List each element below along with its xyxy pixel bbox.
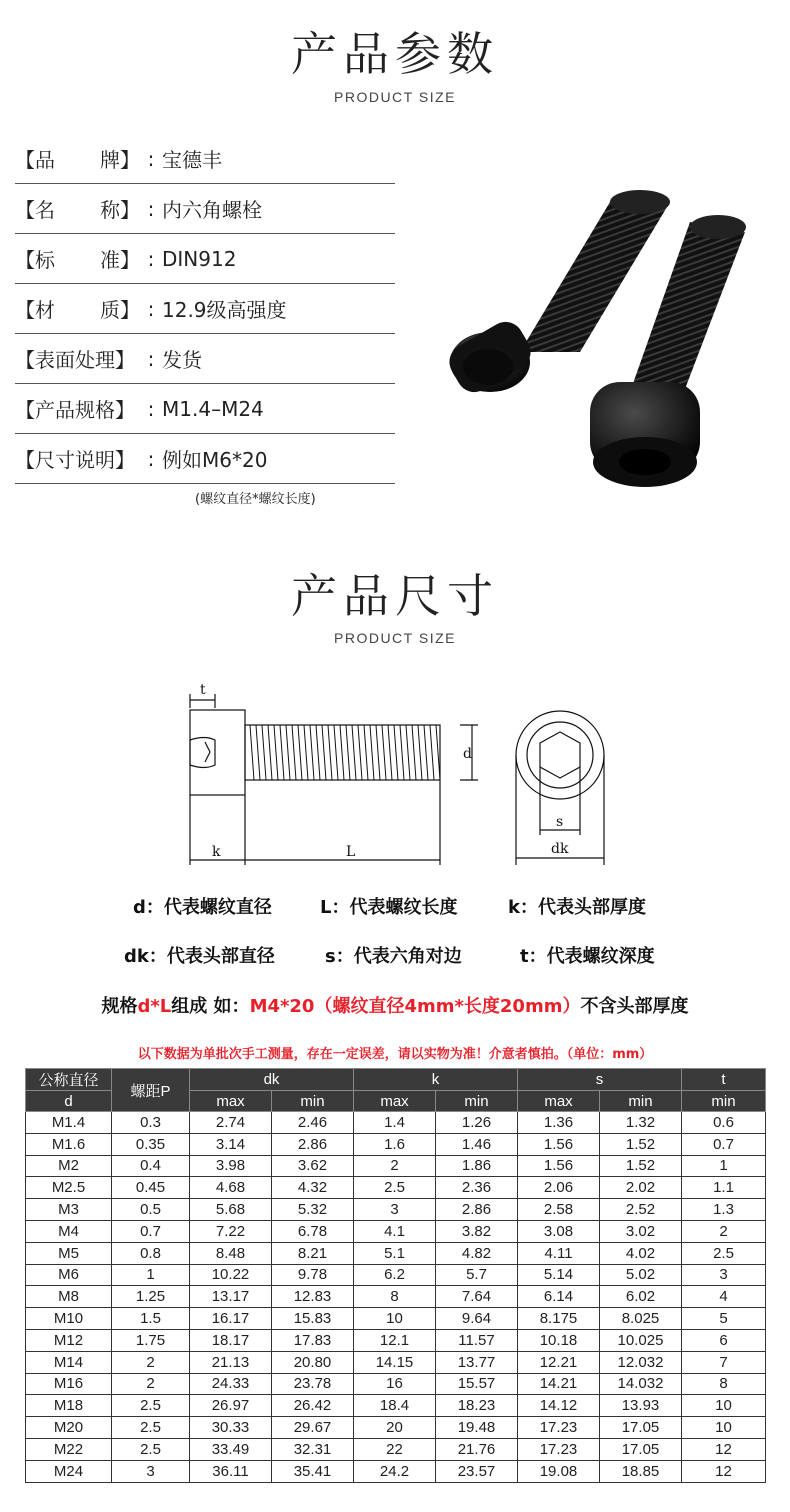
table-cell: 36.11 — [190, 1460, 272, 1482]
spec-line-part5: 不含头部厚度 — [580, 996, 689, 1017]
thread-line — [250, 725, 254, 780]
table-cell: M24 — [26, 1460, 112, 1482]
table-cell: 1.4 — [354, 1112, 436, 1134]
table-cell: 18.23 — [436, 1395, 518, 1417]
table-cell: 1.5 — [112, 1308, 190, 1330]
param-label — [15, 294, 140, 323]
param-colon: : — [147, 446, 155, 471]
drawing-label-L: L — [346, 844, 356, 860]
legend-d: d：代表螺纹直径 — [133, 897, 272, 918]
header-s-min: min — [600, 1091, 682, 1112]
table-cell: 3.82 — [436, 1220, 518, 1242]
table-cell: 2 — [354, 1155, 436, 1177]
table-cell: 13.93 — [600, 1395, 682, 1417]
param-colon: : — [147, 246, 155, 271]
table-cell: 1 — [682, 1155, 766, 1177]
thread-line — [262, 725, 266, 780]
table-cell: 32.31 — [272, 1438, 354, 1460]
table-cell: 4.68 — [190, 1177, 272, 1199]
table-row — [26, 1438, 766, 1460]
header-pitch: 螺距P — [112, 1069, 190, 1112]
table-cell: 6 — [682, 1329, 766, 1351]
table-cell: 13.17 — [190, 1286, 272, 1308]
table-cell: 1.36 — [518, 1112, 600, 1134]
param-colon: : — [147, 196, 155, 221]
header-k-min: min — [436, 1091, 518, 1112]
table-cell: 2.5 — [112, 1417, 190, 1439]
table-row — [26, 1460, 766, 1482]
table-cell: 20 — [354, 1417, 436, 1439]
table-row — [26, 1133, 766, 1155]
thread-line — [418, 725, 422, 780]
table-cell: 24.33 — [190, 1373, 272, 1395]
table-cell: M10 — [26, 1308, 112, 1330]
section-subtitle-size: PRODUCT SIZE — [334, 630, 456, 646]
table-cell: 23.57 — [436, 1460, 518, 1482]
section-subtitle-params: PRODUCT SIZE — [334, 89, 456, 105]
table-cell: 6.02 — [600, 1286, 682, 1308]
thread-line — [412, 725, 416, 780]
thread-line — [424, 725, 428, 780]
table-cell: 10 — [682, 1395, 766, 1417]
thread-line — [376, 725, 380, 780]
drawing-label-s: s — [556, 814, 564, 830]
thread-line — [382, 725, 386, 780]
param-label-left: 【尺寸说明】 — [15, 448, 135, 472]
thread-line — [322, 725, 326, 780]
thread-line — [310, 725, 314, 780]
param-value: M1.4–M24 — [162, 396, 264, 421]
param-label-left: 【产品规格】 — [15, 398, 135, 422]
thread-line — [400, 725, 404, 780]
table-cell: 8.025 — [600, 1308, 682, 1330]
table-row — [26, 1395, 766, 1417]
thread-line — [394, 725, 398, 780]
drawing-label-t: t — [200, 682, 206, 698]
param-colon: : — [147, 296, 155, 321]
param-label-right: 牌】 — [100, 148, 140, 172]
thread-line — [436, 725, 440, 780]
param-label-left: 【标 — [15, 248, 55, 272]
table-cell: 10.18 — [518, 1329, 600, 1351]
param-label — [15, 344, 140, 373]
drawing-head-side — [190, 710, 245, 795]
table-cell: 3 — [112, 1460, 190, 1482]
table-cell: 4.32 — [272, 1177, 354, 1199]
table-cell: 0.45 — [112, 1177, 190, 1199]
param-value: 内六角螺栓 — [162, 198, 262, 222]
spec-line-part2: d*L — [137, 996, 172, 1017]
table-cell: 2.58 — [518, 1199, 600, 1221]
table-cell: 1.56 — [518, 1133, 600, 1155]
table-cell: 3.98 — [190, 1155, 272, 1177]
legend-L: L：代表螺纹长度 — [320, 897, 458, 918]
table-cell: 1.46 — [436, 1133, 518, 1155]
thread-line — [298, 725, 302, 780]
thread-line — [292, 725, 296, 780]
table-cell: 0.8 — [112, 1242, 190, 1264]
thread-line — [334, 725, 338, 780]
table-cell: 10 — [354, 1308, 436, 1330]
table-row — [26, 1329, 766, 1351]
drawing-label-d: d — [463, 746, 472, 762]
table-cell: 8.48 — [190, 1242, 272, 1264]
table-row — [26, 1417, 766, 1439]
table-cell: 3.14 — [190, 1133, 272, 1155]
param-label-left: 【材 — [15, 298, 55, 322]
header-t-min: min — [682, 1091, 766, 1112]
drawing-label-k: k — [212, 844, 221, 860]
thread-line — [388, 725, 392, 780]
param-row — [15, 184, 395, 234]
table-cell: 5.32 — [272, 1199, 354, 1221]
table-cell: 0.3 — [112, 1112, 190, 1134]
table-cell: 12 — [682, 1438, 766, 1460]
header-nominal: 公称直径 — [26, 1069, 112, 1091]
table-cell: M5 — [26, 1242, 112, 1264]
table-cell: 19.48 — [436, 1417, 518, 1439]
table-cell: 15.83 — [272, 1308, 354, 1330]
table-row — [26, 1177, 766, 1199]
table-cell: 2.02 — [600, 1177, 682, 1199]
table-cell: 17.05 — [600, 1438, 682, 1460]
table-cell: 1 — [112, 1264, 190, 1286]
param-label-right: 称】 — [100, 198, 140, 222]
table-cell: 14.15 — [354, 1351, 436, 1373]
table-cell: 7.22 — [190, 1220, 272, 1242]
table-cell: 2.5 — [112, 1395, 190, 1417]
param-value: 发货 — [162, 348, 202, 372]
section-title-size: 产品尺寸 — [291, 569, 499, 623]
table-cell: M12 — [26, 1329, 112, 1351]
table-cell: 14.21 — [518, 1373, 600, 1395]
table-cell: 1.26 — [436, 1112, 518, 1134]
param-value: 宝德丰 — [162, 148, 222, 172]
table-cell: 8 — [354, 1286, 436, 1308]
table-cell: 12 — [682, 1460, 766, 1482]
table-cell: 5.68 — [190, 1199, 272, 1221]
table-cell: 29.67 — [272, 1417, 354, 1439]
table-row — [26, 1199, 766, 1221]
table-cell: 35.41 — [272, 1460, 354, 1482]
table-cell: 1.3 — [682, 1199, 766, 1221]
table-cell: M8 — [26, 1286, 112, 1308]
table-cell: M22 — [26, 1438, 112, 1460]
legend-s: s：代表六角对边 — [325, 946, 462, 967]
table-cell: 24.2 — [354, 1460, 436, 1482]
table-cell: 4 — [682, 1286, 766, 1308]
table-cell: 2.5 — [112, 1438, 190, 1460]
table-cell: M6 — [26, 1264, 112, 1286]
header-dk: dk — [190, 1069, 354, 1091]
table-cell: 3 — [682, 1264, 766, 1286]
bolt-product-image — [440, 182, 760, 502]
table-cell: 20.80 — [272, 1351, 354, 1373]
table-cell: 6.14 — [518, 1286, 600, 1308]
table-cell: 0.35 — [112, 1133, 190, 1155]
table-cell: 17.23 — [518, 1417, 600, 1439]
table-cell: 4.02 — [600, 1242, 682, 1264]
table-cell: 18.85 — [600, 1460, 682, 1482]
table-row — [26, 1242, 766, 1264]
param-label — [15, 444, 140, 473]
table-cell: 12.21 — [518, 1351, 600, 1373]
table-cell: 1.56 — [518, 1155, 600, 1177]
table-cell: M18 — [26, 1395, 112, 1417]
thread-line — [358, 725, 362, 780]
param-label-left: 【品 — [15, 148, 55, 172]
spec-line-part4: M4*20（螺纹直径4mm*长度20mm） — [249, 996, 581, 1017]
thread-line — [406, 725, 410, 780]
table-cell: 5.7 — [436, 1264, 518, 1286]
table-cell: 6.78 — [272, 1220, 354, 1242]
measurement-notice: 以下数据为单批次手工测量，存在一定误差，请以实物为准！介意者慎拍。（单位：mm） — [137, 1047, 653, 1062]
table-row — [26, 1112, 766, 1134]
param-label — [15, 144, 140, 173]
table-cell: 17.23 — [518, 1438, 600, 1460]
table-cell: 16 — [354, 1373, 436, 1395]
table-cell: 2.74 — [190, 1112, 272, 1134]
table-cell: 14.12 — [518, 1395, 600, 1417]
param-label — [15, 394, 140, 423]
thread-line — [274, 725, 278, 780]
table-cell: 1.75 — [112, 1329, 190, 1351]
section-title-params: 产品参数 — [291, 27, 499, 81]
table-cell: 8.21 — [272, 1242, 354, 1264]
table-cell: 4.11 — [518, 1242, 600, 1264]
table-cell: 3.62 — [272, 1155, 354, 1177]
drawing-head-end — [516, 711, 604, 799]
param-colon: : — [147, 146, 155, 171]
thread-line — [430, 725, 434, 780]
table-cell: 1.6 — [354, 1133, 436, 1155]
param-label-left: 【名 — [15, 198, 55, 222]
table-cell: 26.97 — [190, 1395, 272, 1417]
table-cell: 19.08 — [518, 1460, 600, 1482]
table-cell: 7 — [682, 1351, 766, 1373]
table-cell: 1.32 — [600, 1112, 682, 1134]
header-k: k — [354, 1069, 518, 1091]
table-cell: 0.4 — [112, 1155, 190, 1177]
table-cell: 4.82 — [436, 1242, 518, 1264]
table-cell: 2 — [682, 1220, 766, 1242]
table-cell: 15.57 — [436, 1373, 518, 1395]
table-row — [26, 1373, 766, 1395]
table-cell: 3.08 — [518, 1220, 600, 1242]
table-cell: 2.5 — [682, 1242, 766, 1264]
thread-line — [280, 725, 284, 780]
thread-line — [340, 725, 344, 780]
table-cell: 2.52 — [600, 1199, 682, 1221]
table-cell: 1.52 — [600, 1133, 682, 1155]
param-colon: : — [147, 396, 155, 421]
legend-k: k：代表头部厚度 — [508, 897, 646, 918]
table-cell: M20 — [26, 1417, 112, 1439]
header-s: s — [518, 1069, 682, 1091]
spec-example-line — [0, 992, 790, 1018]
table-cell: 5.1 — [354, 1242, 436, 1264]
table-cell: 0.7 — [682, 1133, 766, 1155]
table-row — [26, 1308, 766, 1330]
table-cell: 14.032 — [600, 1373, 682, 1395]
table-cell: 18.4 — [354, 1395, 436, 1417]
table-cell: 26.42 — [272, 1395, 354, 1417]
table-cell: 1.25 — [112, 1286, 190, 1308]
table-cell: 2 — [112, 1373, 190, 1395]
table-cell: 2.36 — [436, 1177, 518, 1199]
param-row — [15, 384, 395, 434]
table-cell: 30.33 — [190, 1417, 272, 1439]
param-value: 12.9级高强度 — [162, 298, 287, 322]
param-label — [15, 244, 140, 273]
param-value: 例如M6*20 — [162, 448, 268, 472]
table-cell: 3.02 — [600, 1220, 682, 1242]
spec-table — [25, 1068, 766, 1483]
param-row — [15, 334, 395, 384]
table-cell: 17.83 — [272, 1329, 354, 1351]
table-cell: 33.49 — [190, 1438, 272, 1460]
table-cell: 2 — [112, 1351, 190, 1373]
table-cell: 21.13 — [190, 1351, 272, 1373]
table-cell: 9.78 — [272, 1264, 354, 1286]
table-cell: 0.5 — [112, 1199, 190, 1221]
table-cell: 2.46 — [272, 1112, 354, 1134]
spec-line-part1: 规格 — [101, 996, 138, 1017]
table-row — [26, 1220, 766, 1242]
table-row — [26, 1351, 766, 1373]
header-k-max: max — [354, 1091, 436, 1112]
table-cell: 16.17 — [190, 1308, 272, 1330]
table-cell: 18.17 — [190, 1329, 272, 1351]
params-note: (螺纹直径*螺纹长度) — [195, 492, 316, 507]
table-cell: 22 — [354, 1438, 436, 1460]
table-cell: M3 — [26, 1199, 112, 1221]
thread-line — [268, 725, 272, 780]
table-cell: M1.6 — [26, 1133, 112, 1155]
legend-t: t：代表螺纹深度 — [520, 946, 655, 967]
table-cell: 2.86 — [436, 1199, 518, 1221]
table-cell: 1.52 — [600, 1155, 682, 1177]
bolt-technical-drawing — [170, 680, 620, 870]
table-cell: M1.4 — [26, 1112, 112, 1134]
header-dk-max: max — [190, 1091, 272, 1112]
table-cell: 7.64 — [436, 1286, 518, 1308]
params-list — [15, 134, 395, 484]
table-row — [26, 1286, 766, 1308]
table-cell: 10.025 — [600, 1329, 682, 1351]
table-cell: 5.02 — [600, 1264, 682, 1286]
header-t: t — [682, 1069, 766, 1091]
drawing-label-dk: dk — [551, 841, 569, 857]
header-s-max: max — [518, 1091, 600, 1112]
table-cell: 10.22 — [190, 1264, 272, 1286]
thread-line — [304, 725, 308, 780]
spec-line-part3: 组成 如： — [171, 996, 250, 1017]
table-cell: 2.5 — [354, 1177, 436, 1199]
thread-line — [370, 725, 374, 780]
table-cell: 2.06 — [518, 1177, 600, 1199]
table-cell: 9.64 — [436, 1308, 518, 1330]
table-cell: 0.7 — [112, 1220, 190, 1242]
table-cell: 8.175 — [518, 1308, 600, 1330]
table-cell: 6.2 — [354, 1264, 436, 1286]
header-dk-min: min — [272, 1091, 354, 1112]
header-d: d — [26, 1091, 112, 1112]
table-cell: M2.5 — [26, 1177, 112, 1199]
table-cell: M14 — [26, 1351, 112, 1373]
table-cell: 17.05 — [600, 1417, 682, 1439]
legend-dk: dk：代表头部直径 — [124, 946, 275, 967]
table-cell: M16 — [26, 1373, 112, 1395]
param-label — [15, 194, 140, 223]
table-cell: M2 — [26, 1155, 112, 1177]
bolt-back — [443, 190, 670, 399]
thread-line — [256, 725, 260, 780]
table-cell: 5 — [682, 1308, 766, 1330]
table-cell: M4 — [26, 1220, 112, 1242]
thread-line — [328, 725, 332, 780]
param-row — [15, 434, 395, 484]
table-cell: 23.78 — [272, 1373, 354, 1395]
thread-line — [364, 725, 368, 780]
thread-line — [316, 725, 320, 780]
param-row — [15, 284, 395, 334]
table-cell: 21.76 — [436, 1438, 518, 1460]
param-label-right: 质】 — [100, 298, 140, 322]
table-cell: 1.1 — [682, 1177, 766, 1199]
table-cell: 12.032 — [600, 1351, 682, 1373]
param-colon: : — [147, 346, 155, 371]
param-row — [15, 134, 395, 184]
param-value: DIN912 — [162, 246, 237, 271]
table-cell: 3 — [354, 1199, 436, 1221]
param-label-left: 【表面处理】 — [15, 348, 135, 372]
param-row — [15, 234, 395, 284]
table-cell: 12.83 — [272, 1286, 354, 1308]
table-cell: 8 — [682, 1373, 766, 1395]
table-cell: 12.1 — [354, 1329, 436, 1351]
table-cell: 13.77 — [436, 1351, 518, 1373]
thread-line — [346, 725, 350, 780]
table-cell: 1.86 — [436, 1155, 518, 1177]
table-row — [26, 1264, 766, 1286]
table-cell: 11.57 — [436, 1329, 518, 1351]
table-cell: 10 — [682, 1417, 766, 1439]
table-cell: 5.14 — [518, 1264, 600, 1286]
table-cell: 2.86 — [272, 1133, 354, 1155]
table-row — [26, 1155, 766, 1177]
thread-line — [286, 725, 290, 780]
param-label-right: 准】 — [100, 248, 140, 272]
table-cell: 0.6 — [682, 1112, 766, 1134]
table-cell: 4.1 — [354, 1220, 436, 1242]
thread-line — [352, 725, 356, 780]
